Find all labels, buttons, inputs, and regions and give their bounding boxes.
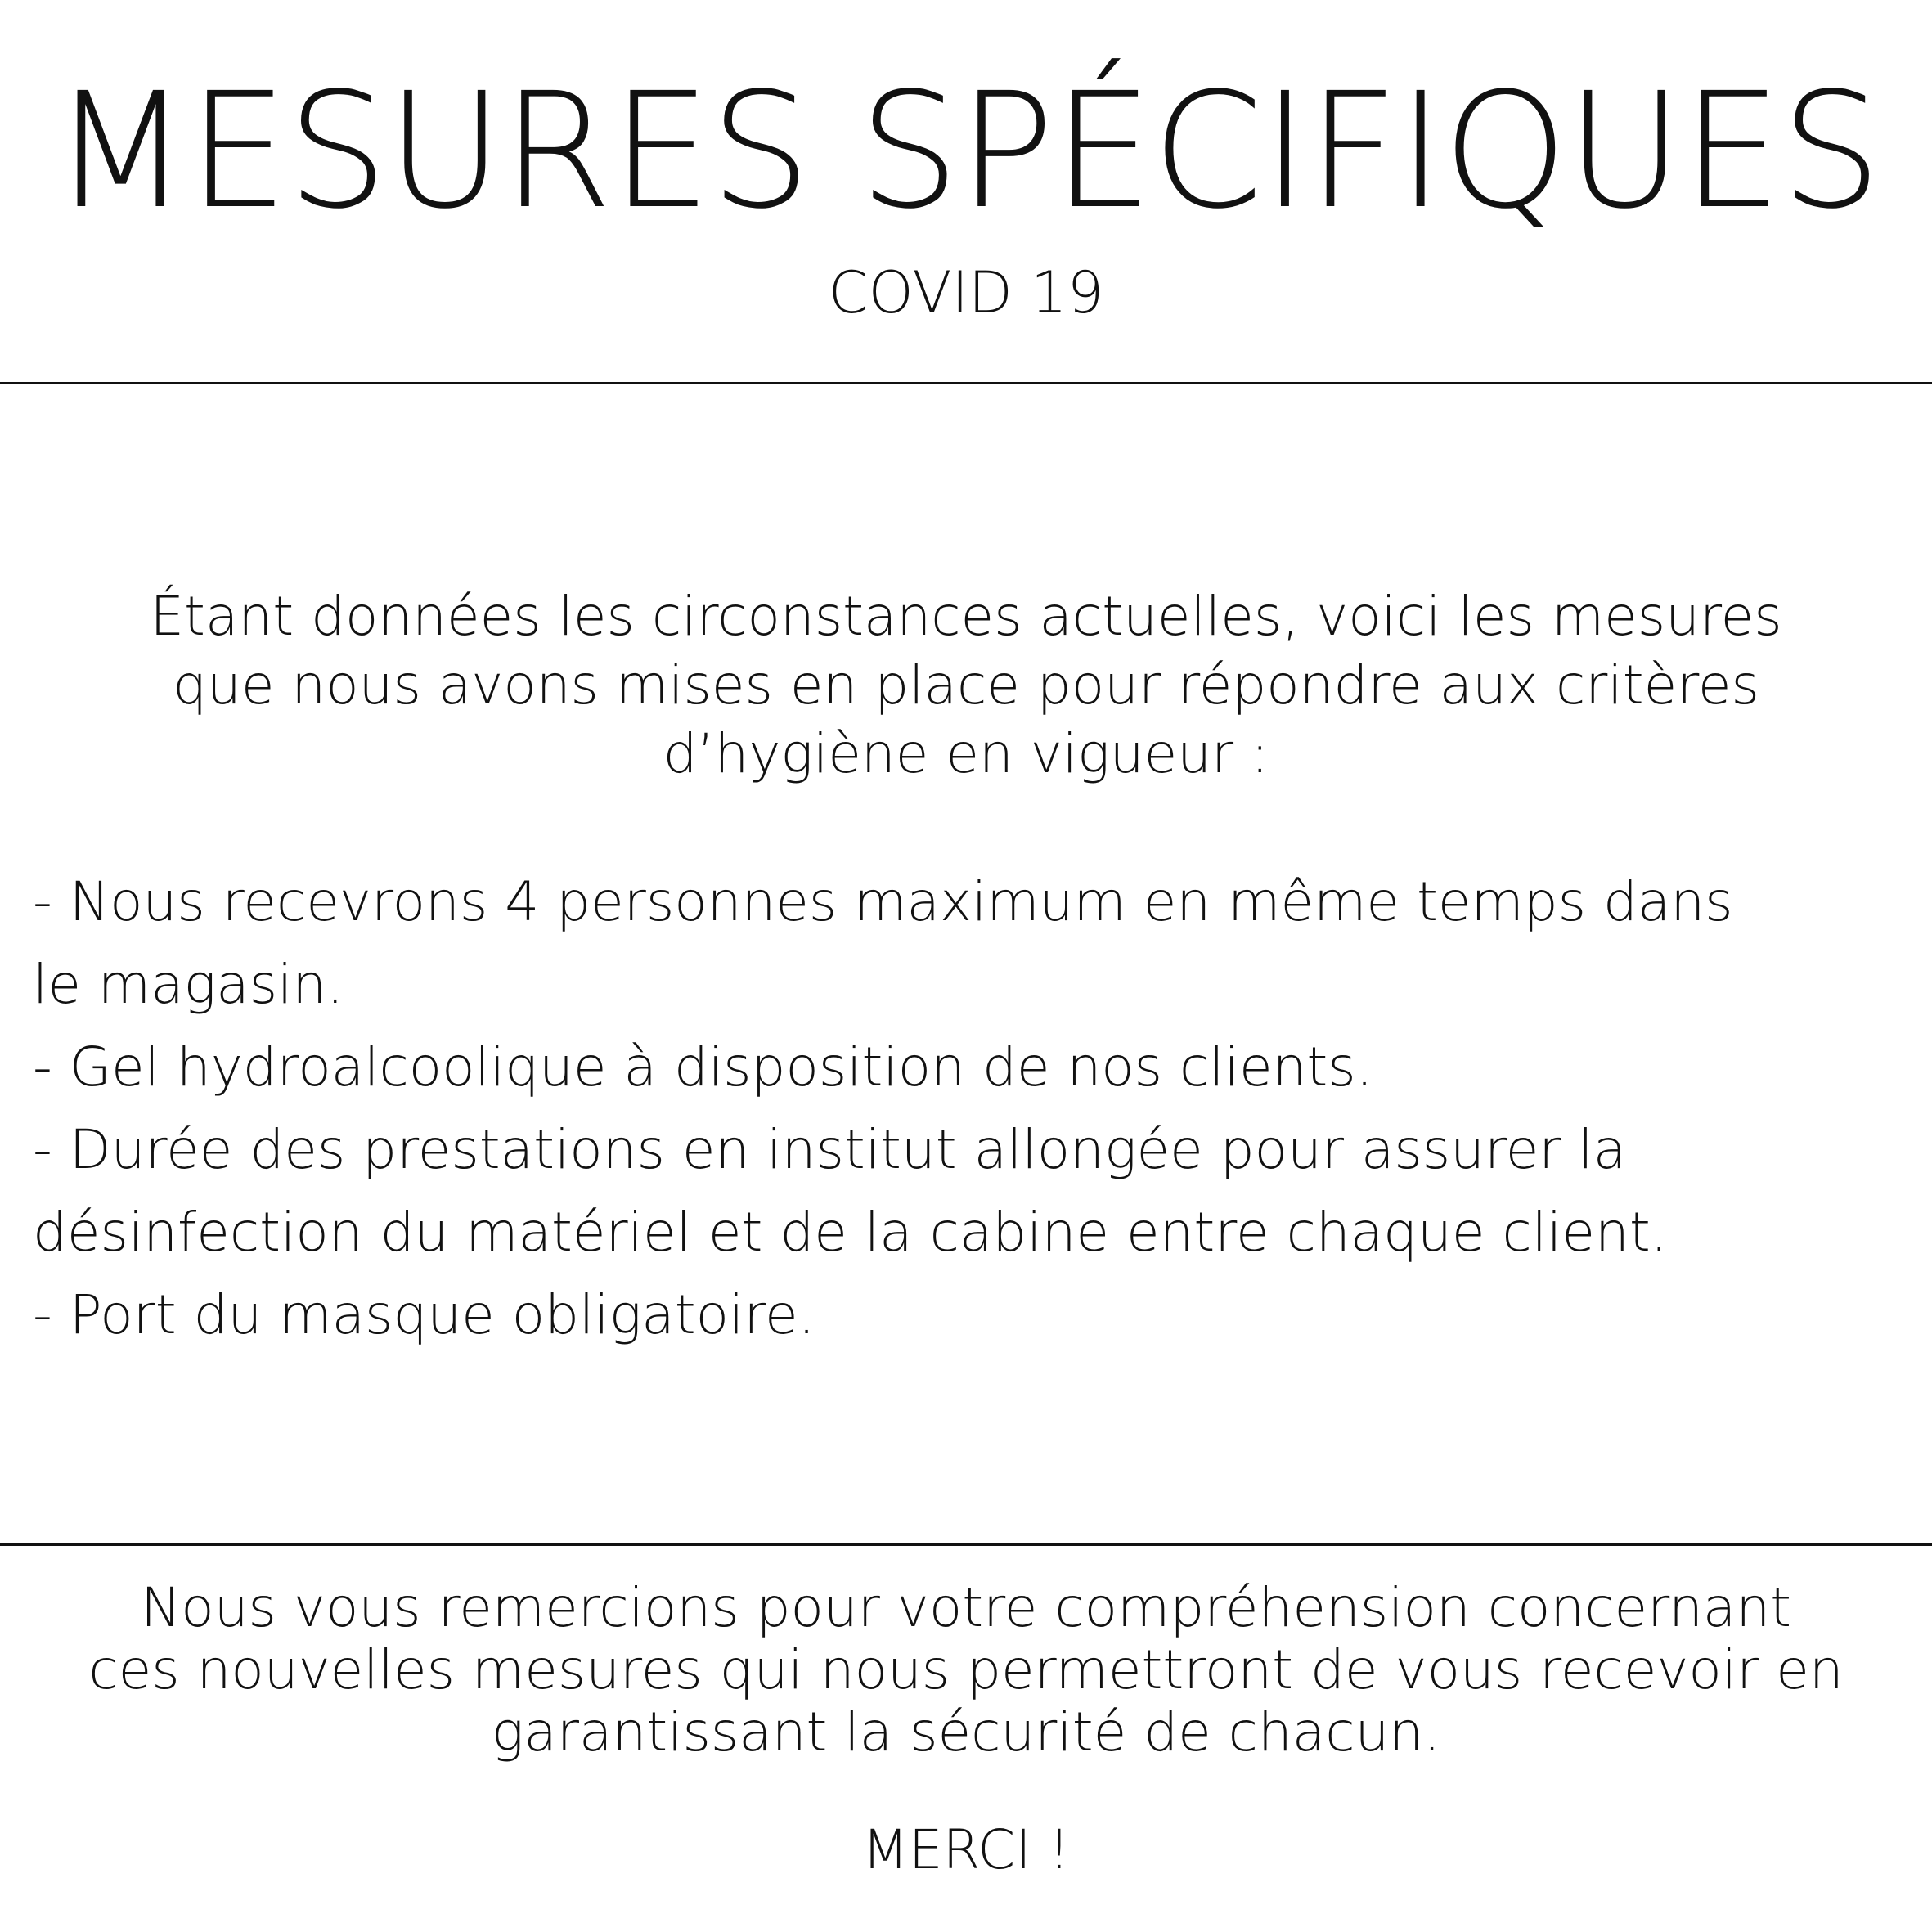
intro-paragraph [0, 582, 1932, 789]
bottom-divider [0, 1543, 1932, 1546]
top-divider [0, 382, 1932, 384]
intro-line: Étant données les circonstances actuelles, voici les mesures [150, 585, 1782, 648]
page-title: MESURES SPÉCIFIQUES [52, 58, 1880, 244]
thanks-line: Nous vous remercions pour votre compréhension concernant [140, 1576, 1792, 1639]
measure-line: le magasin. [33, 953, 344, 1016]
thanks-paragraph [0, 1577, 1932, 1764]
thanks-line: garantissant la sécurité de chacun. [491, 1701, 1441, 1764]
measures-list [33, 860, 1914, 1356]
measure-line: - Gel hydroalcoolique à disposition de nos clients. [33, 1036, 1373, 1099]
thanks-line: ces nouvelles mesures qui nous permettront de vous recevoir en [88, 1638, 1844, 1701]
page-subtitle: COVID 19 [828, 259, 1104, 326]
measure-line: - Port du masque obligatoire. [33, 1283, 815, 1346]
measure-line: - Nous recevrons 4 personnes maximum en même temps dans [33, 870, 1733, 933]
measure-line: - Durée des prestations en institut allongée pour assurer la [33, 1118, 1627, 1181]
intro-line: d’hygiène en vigueur : [663, 722, 1269, 785]
intro-line: que nous avons mises en place pour répondre aux critères [173, 654, 1759, 717]
merci-text: MERCI ! [861, 1818, 1071, 1881]
measure-line: désinfection du matériel et de la cabine entre chaque client. [33, 1201, 1668, 1264]
